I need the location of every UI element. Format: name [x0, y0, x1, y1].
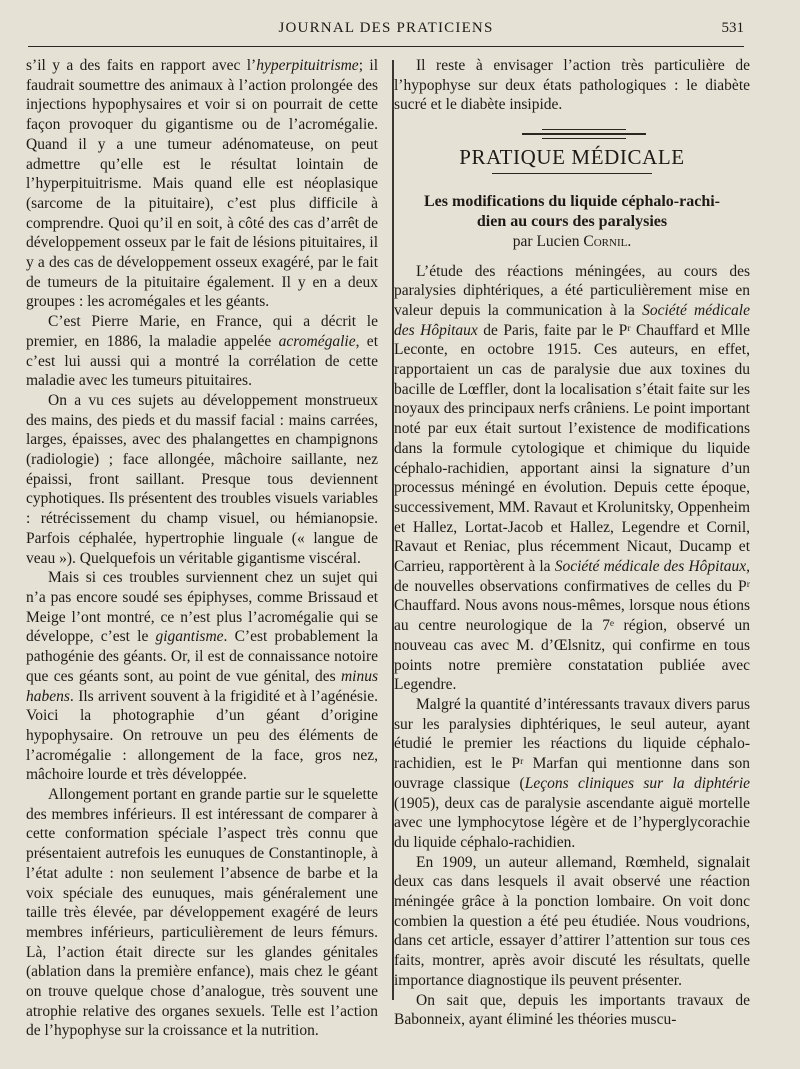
paragraph: Mais si ces troubles surviennent chez un sujet qui n’a pas encore soudé ses épiphyses, comme Brissaud et Meige l’ont montré, ce n’est plus l’acromégalie qui se développe, c’est le gigantisme. C’est probablement la pathogénie des géants. Or, il est de connaissance notoire que ces géants sont, au point de vue génital, des minus habens. Ils arrivent souvent à la frigidité et à l’agénésie. Voici la photographie d’un géant d’origine hypophysaire. On retrouve un peu des éléments de l’acromégalie : allongement de la face, gros nez, mâchoire lourde et très développée.: [26, 569, 379, 784]
paragraph: On sait que, depuis les importants travaux de Babonneix, ayant éliminé les théories muscu-: [394, 991, 750, 1029]
article-byline: par Lucien Cornil.: [512, 232, 632, 250]
paragraph: Malgré la quantité d’intéressants travaux divers parus sur les paralysies diphtériques, le seul auteur, ayant étudié le premier les réactions du liquide céphalo-rachidien, est le Pʳ Marfan qui mentionne dans son ouvrage classique (Leçons cliniques sur la diphtérie (1905), deux cas de paralysie ascendante aiguë mortelle avec une lymphocytose légère et de l’hyperglycorachie du liquide céphalo-rachidien.: [394, 695, 750, 851]
page-header: [28, 18, 744, 47]
section-separator: [394, 129, 750, 138]
paragraph: On a vu ces sujets au développement monstrueux des mains, des pieds et du massif facial : mains carrées, larges, épaisses, avec des phalangettes en champignons (radiologie) ; face allongée, mâchoire saillante, nez épaissi, front saillant. Presque tous deviennent cyphotiques. Ils présentent des troubles visuels variables : rétrécissement du champ visuel, ou hémianopsie. Parfois céphalée, hypertrophie linguale (« langue de veau »). Quelquefois un véritable gigantisme viscéral.: [26, 391, 378, 567]
left-column: [26, 56, 378, 1041]
section-title: PRATIQUE MÉDICALE: [394, 148, 750, 168]
paragraph: L’étude des réactions méningées, au cours des paralysies diphtériques, a été particulièrement mise en valeur depuis la communication à la Société médicale des Hôpitaux de Paris, faite par le Pʳ Chauffard et Mlle Leconte, en octobre 1915. Ces auteurs, en effet, rapportaient un cas de paralysie due aux toxines du bacille de Lœffler, dont la localisation s’était faite sur les noyaux des principaux nerfs crâniens. Le point important noté par eux était surtout l’existence de modifications dans la formule cytologique et chimique du liquide céphalo-rachidien, apportant ainsi la signature d’un processus méningé en évolution. Depuis cette époque, successivement, MM. Ravaut et Krolunitsky, Oppenheim et Hallez, Lortat-Jacob et Hallez, Legendre et Cornil, Ravaut et Reniac, plus récemment Nicaut, Ducamp et Carrieu, rapportèrent à la Société médicale des Hôpitaux, de nouvelles observations confirmatives de celles du Pʳ Chauffard. Nous avons nous-mêmes, lorsque nous étions au centre neurologique de la 7ᵉ région, observé un nouveau cas avec M. d’Œlsnitz, qui confirme en tous points notre première constatation publiée avec Legendre.: [394, 262, 751, 694]
article-title: Les modifications du liquide céphalo-rachi- dien au cours des paralysies: [423, 192, 721, 230]
page-number: 531: [721, 20, 744, 36]
paragraph: s’il y a des faits en rapport avec l’hyperpituitrisme; il faudrait soumettre des animaux à l’action prolongée des injections hypophysaires et voir si on pourrait de cette façon provoquer du gigantisme ou de l’acromégalie. Quand il y a une tumeur adénomateuse, on peut admettre qu’elle est le résultat lointain de l’hyperpituitrisme. Mais quand elle est néoplasique (sarcome de la pituitaire), c’est plus difficile à comprendre. Quoi qu’il en soit, à côté des cas d’arrêt de développement osseux par le fait de lésions pituitaires, il y a des cas de développement osseux exagéré, par le fait de tumeurs de la pituitaire également. Il y en a deux groupes : les acromégales et les géants.: [26, 57, 379, 311]
paragraph: En 1909, un auteur allemand, Rœmheld, signalait deux cas dans lesquels il avait observé une réaction méningée grâce à la ponction lombaire. On voit donc combien la question a été peu étudiée. Nous voudrions, dans cet article, essayer d’attirer l’attention sur tous ces faits, montrer, après avoir discuté les résultats, quelle importance diagnostique ils peuvent présenter.: [394, 853, 750, 989]
paragraph: Il reste à envisager l’action très particulière de l’hypophyse sur deux états pathologiques : le diabète sucré et le diabète insipide.: [394, 57, 750, 114]
paragraph: Allongement portant en grande partie sur le squelette des membres inférieurs. Il est intéressant de comparer à cette conformation spéciale l’aspect très connu que présentaient autrefois les eunuques de Constantinople, à l’état adulte : non seulement l’absence de barbe et la voix spéciale des eunuques, mais généralement une taille très élevée, par développement exagéré de leurs membres inférieurs, particulièrement de leurs fémurs. Là, l’action était directe sur les glandes génitales (ablation dans la première enfance), mais chez le géant on trouve quelque chose d’analogue, très souvent une atrophie relative des organes sexuels. Telle est l’action de l’hypophyse sur la croissance et la nutrition.: [26, 786, 378, 1040]
paragraph: C’est Pierre Marie, en France, qui a décrit le premier, en 1886, la maladie appelée acromégalie, et c’est lui aussi qui a montré la corrélation de cette maladie avec les tumeurs pituitaires.: [26, 313, 378, 390]
journal-title: JOURNAL DES PRATICIENS: [278, 20, 494, 36]
right-column: [394, 56, 750, 1030]
